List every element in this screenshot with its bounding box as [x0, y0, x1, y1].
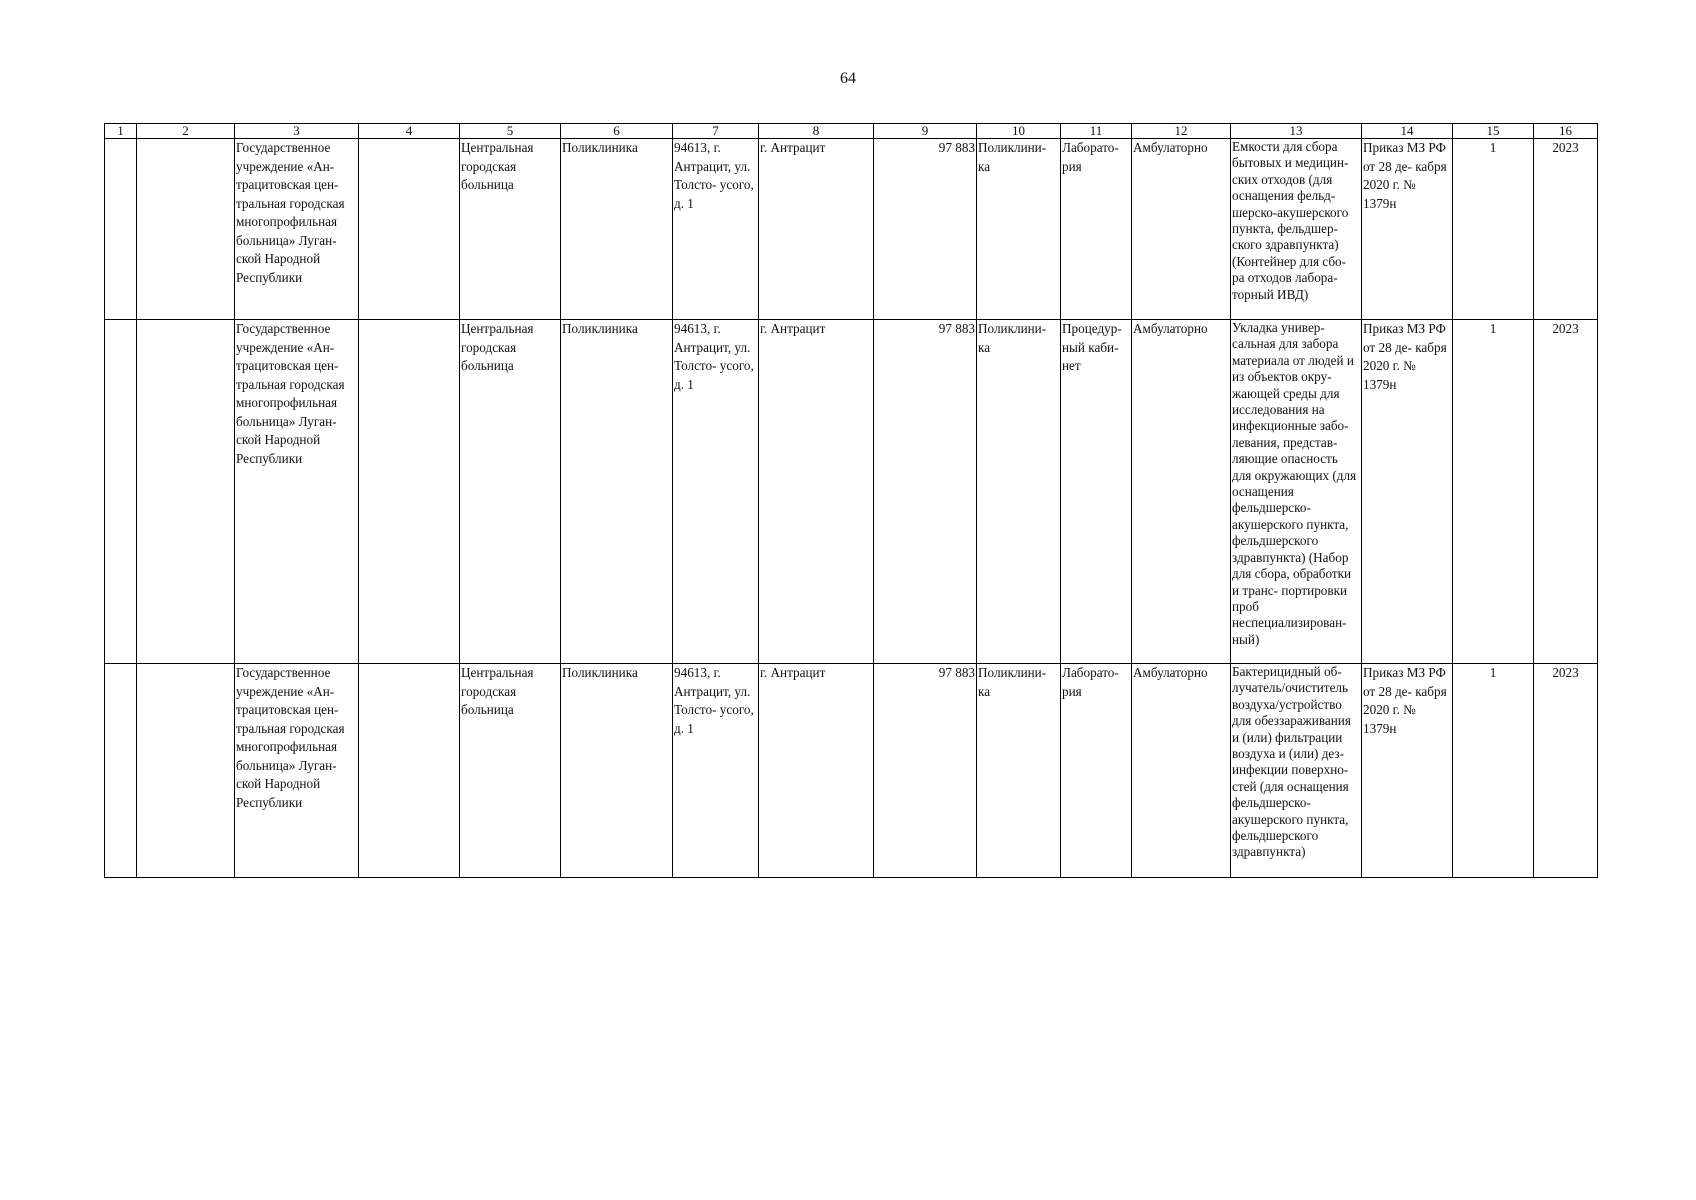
cell-year: 2023 [1534, 664, 1598, 878]
cell-order: Приказ МЗ РФ от 28 де- кабря 2020 г. № 1379н [1362, 664, 1453, 878]
table-row [105, 664, 1598, 878]
cell-department: Поликлини- ка [977, 320, 1061, 664]
cell-2 [137, 139, 235, 320]
col-number: 4 [359, 124, 460, 139]
cell-care-type: Амбулаторно [1132, 320, 1231, 664]
col-number: 11 [1061, 124, 1132, 139]
cell-care-type: Амбулаторно [1132, 139, 1231, 320]
table-row [105, 139, 1598, 320]
cell-organization: Государственное учреждение «Ан- трацитовская цен- тральная городская многопрофильная больница» Луган- ской Народной Республики [235, 664, 359, 878]
cell-1 [105, 139, 137, 320]
cell-locality: г. Антрацит [759, 664, 874, 878]
cell-year: 2023 [1534, 320, 1598, 664]
col-number: 10 [977, 124, 1061, 139]
cell-facility: Центральная городская больница [460, 320, 561, 664]
table-row [105, 320, 1598, 664]
cell-equipment: Укладка универ- сальная для забора материала от людей и из объектов окру- жающей среды для исследования на инфекционные забо- левания, представ- ляющие опасность для окружающих (для оснащения фельдшерско- акушерского пункта, фельдшерского здравпункта) (Набор для сбора, обработки и транс- портировки проб неспециализирован- ный) [1231, 320, 1362, 664]
col-number: 8 [759, 124, 874, 139]
registry-table [104, 123, 1598, 878]
cell-facility: Центральная городская больница [460, 139, 561, 320]
cell-quantity: 1 [1453, 664, 1534, 878]
cell-year: 2023 [1534, 139, 1598, 320]
cell-4 [359, 664, 460, 878]
cell-equipment: Емкости для сбора бытовых и медицин- ских отходов (для оснащения фельд- шерско-акушерского пункта, фельдшер- ского здравпункта) (Контейнер для сбо- ра отходов лабора- торный ИВД) [1231, 139, 1362, 320]
col-number: 3 [235, 124, 359, 139]
cell-facility: Центральная городская больница [460, 664, 561, 878]
cell-unit: Поликлиника [561, 320, 673, 664]
cell-address: 94613, г. Антрацит, ул. Толсто- усого, д. 1 [673, 139, 759, 320]
cell-address: 94613, г. Антрацит, ул. Толсто- усого, д. 1 [673, 320, 759, 664]
col-number: 15 [1453, 124, 1534, 139]
cell-population: 97 883 [874, 664, 977, 878]
cell-quantity: 1 [1453, 139, 1534, 320]
cell-organization: Государственное учреждение «Ан- трацитовская цен- тральная городская многопрофильная больница» Луган- ской Народной Республики [235, 320, 359, 664]
cell-2 [137, 664, 235, 878]
cell-room: Лаборато- рия [1061, 664, 1132, 878]
col-number: 7 [673, 124, 759, 139]
cell-1 [105, 320, 137, 664]
col-number: 14 [1362, 124, 1453, 139]
cell-2 [137, 320, 235, 664]
col-number: 9 [874, 124, 977, 139]
col-number: 13 [1231, 124, 1362, 139]
cell-4 [359, 320, 460, 664]
cell-locality: г. Антрацит [759, 320, 874, 664]
col-number: 1 [105, 124, 137, 139]
cell-4 [359, 139, 460, 320]
col-number: 5 [460, 124, 561, 139]
cell-room: Процедур- ный каби- нет [1061, 320, 1132, 664]
cell-equipment: Бактерицидный об- лучатель/очиститель воздуха/устройство для обеззараживания и (или) фильтрации воздуха и (или) дез- инфекции поверхно- стей (для оснащения фельдшерско- акушерского пункта, фельдшерского здравпункта) [1231, 664, 1362, 878]
cell-locality: г. Антрацит [759, 139, 874, 320]
cell-order: Приказ МЗ РФ от 28 де- кабря 2020 г. № 1379н [1362, 320, 1453, 664]
cell-population: 97 883 [874, 320, 977, 664]
cell-unit: Поликлиника [561, 664, 673, 878]
col-number: 12 [1132, 124, 1231, 139]
col-number: 16 [1534, 124, 1598, 139]
cell-department: Поликлини- ка [977, 139, 1061, 320]
col-number: 2 [137, 124, 235, 139]
cell-order: Приказ МЗ РФ от 28 де- кабря 2020 г. № 1379н [1362, 139, 1453, 320]
column-number-row [105, 124, 1598, 139]
cell-quantity: 1 [1453, 320, 1534, 664]
col-number: 6 [561, 124, 673, 139]
cell-organization: Государственное учреждение «Ан- трацитовская цен- тральная городская многопрофильная больница» Луган- ской Народной Республики [235, 139, 359, 320]
cell-address: 94613, г. Антрацит, ул. Толсто- усого, д. 1 [673, 664, 759, 878]
page-number: 64 [840, 70, 856, 87]
cell-unit: Поликлиника [561, 139, 673, 320]
cell-room: Лаборато- рия [1061, 139, 1132, 320]
cell-department: Поликлини- ка [977, 664, 1061, 878]
cell-care-type: Амбулаторно [1132, 664, 1231, 878]
cell-population: 97 883 [874, 139, 977, 320]
cell-1 [105, 664, 137, 878]
